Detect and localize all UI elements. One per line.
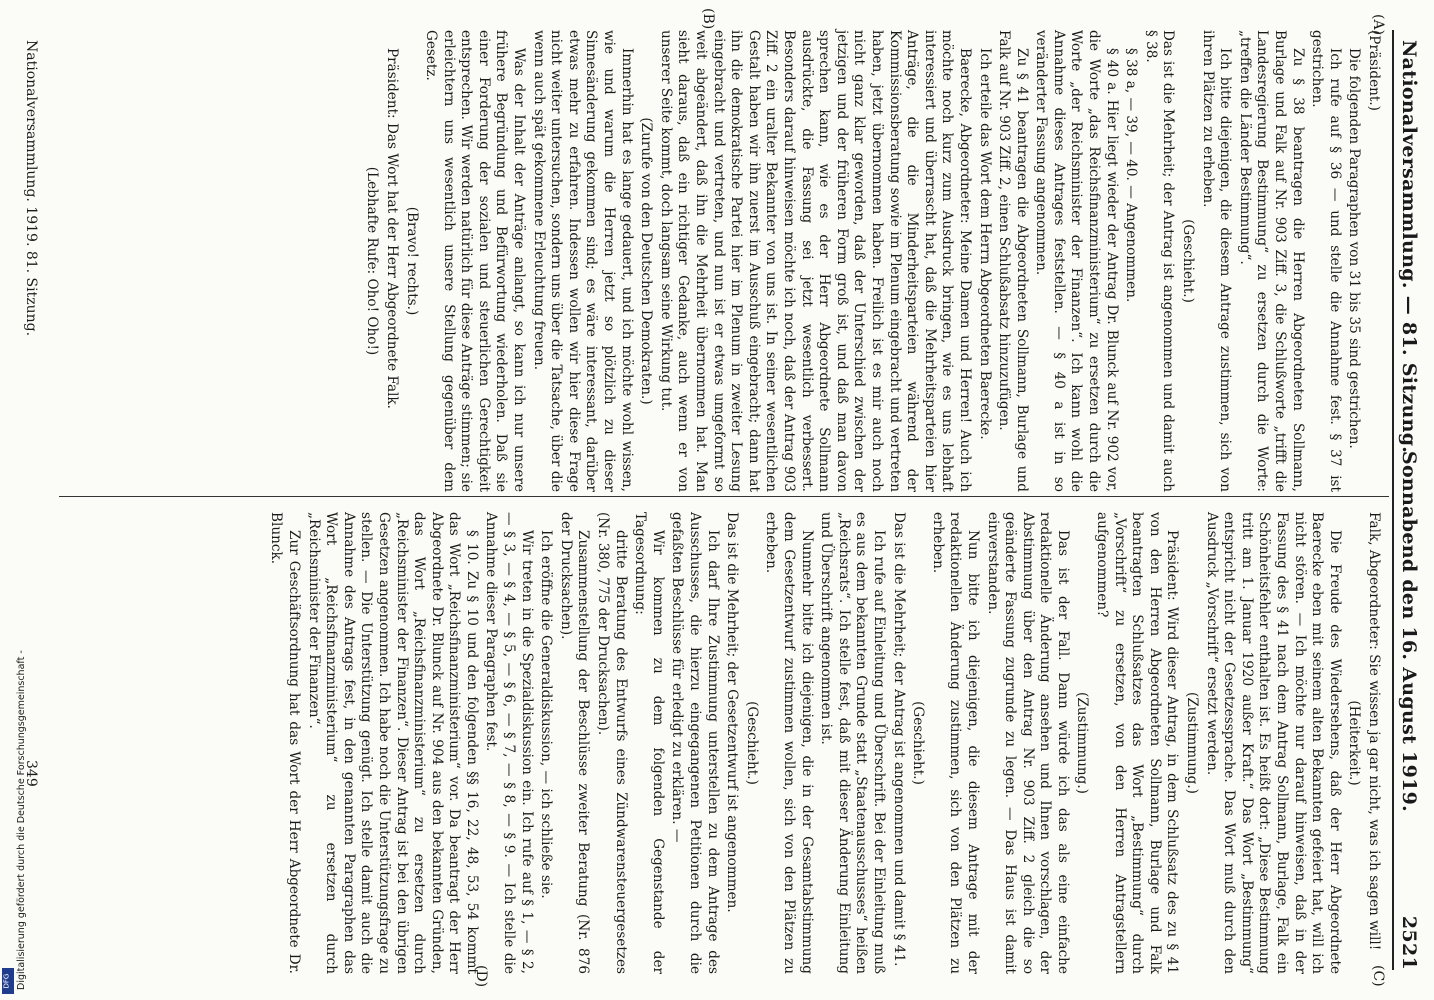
left-column-paragraph: Baerecke, Abgeordneter: Meine Damen und Herren! Auch ich möchte noch kurz zum Ausdruck bringen, wie es uns lebhaft interessiert und überrascht hat, daß die Mehrheitsparteien hier Anträge, die die Minderheitsparteien während der Kommissionsberatung sowie im Plenum eingebracht und vertreten haben, jetzt übernommen haben. Freilich ist es mir auch noch nicht ganz klar geworden, daß der Unterschied zwischen der jetzigen und der früheren Form groß ist, und daß man davon sprechen kann, wie es der Herr Abgeordnete Sollmann ausdrückte, die Fassung sei jetzt wesentlich verbessert. Besonders darauf hinweisen möchte ich noch, daß der Antrag 903 Ziff. 2 ein uralter Bekannter von uns ist. In seiner wesentlichen Gestalt haben wir ihn zuerst im Ausschuß eingebracht; dann hat ihn die demokratische Partei hier im Plenum in zweiter Lesung eingebracht und vertreten, und nun ist er etwas umgeformt so weit abgeändert, daß ihn die Mehrheit übernommen hat. Man sieht daraus, daß ein richtiger Gedanke, auch wenn er von unserer Seite kommt, doch langsam seine Wirkung tut.	[657, 30, 973, 492]
left-column-paragraph: Zu § 41 beantragen die Abgeordneten Sollmann, Burlage und Falk auf Nr. 903 Ziff. 2, einen Schlußabsatz hinzuzufügen.	[996, 30, 1030, 492]
left-column-paragraph: Präsident: Das Wort hat der Herr Abgeordnete Falk.	[383, 48, 400, 409]
right-column-paragraph: dritte Beratung des Entwurfs eines Zündwarensteuergesetzes (Nr. 380, 775 der Drucksachen).	[595, 512, 629, 974]
margin-mark-b: (B)	[700, 8, 716, 30]
right-column-paragraph: Das ist der Fall. Dann würde ich das als eine einfache redaktionelle Änderung ansehen und Ihnen vorschlagen, der Abstimmung über den Antrag Nr. 903 Ziff. 2 gleich die so geänderte Fassung zugrunde zu legen. — Das Haus ist damit einverstanden.	[984, 512, 1071, 974]
right-column-paragraph: Falk, Abgeordneter: Sie wissen ja gar nicht, was ich sagen will!	[1366, 512, 1382, 951]
left-column-paragraph: (Lebhafte Rufe: Oho! Oho!)	[364, 166, 381, 356]
left-column-paragraph: (Bravo! rechts.)	[403, 206, 420, 316]
right-column-paragraph: (Heiterkeit.)	[1346, 700, 1363, 786]
header-rule	[1392, 30, 1394, 970]
right-column-paragraph: (Geschieht.)	[743, 701, 760, 785]
right-column-paragraph: Zur Geschäftsordnung hat das Wort der Herr Abgeordnete Dr. Blunck.	[268, 512, 302, 974]
header-right-group	[1398, 451, 1420, 970]
left-column-paragraph: Zu § 38 beantragen die Herren Abgeordneten Sollmann, Burlage und Falk auf Nr. 903 Ziff. 3, die Schlußworte „trifft die Landesregierung Bestimmung“ zu ersetzen durch die Worte: „treffen die Länder Bestimmung“.	[1236, 30, 1306, 492]
margin-mark-c: (C)	[1370, 965, 1386, 987]
header-date: Sonnabend den 16. August 1919.	[1398, 450, 1420, 813]
right-column-paragraph: Ich darf Ihre Zustimmung unterstellen zu dem Antrage des Ausschusses, die hierzu eingegangenen Petitionen durch die gefaßten Beschlüsse für erledigt zu erklären. —	[669, 512, 721, 974]
right-column-paragraph: Die Freude des Wiedersehens, daß der Herr Abgeordnete Baerecke eben mit seinem alten Bekannten gefeiert hat, will ich nicht stören. — Ich möchte nur darauf hinweisen, daß in der Fassung des § 41 nach dem Antrag Sollmann, Burlage, Falk ein Schönheitsfehler enthalten ist. Es heißt dort: „Diese Bestimmung tritt am 1. Januar 1920 außer Kraft.“ Das Wort „Bestimmung“ entspricht nicht der Gesetzessprache. Das Wort muß durch den Ausdruck „Vorschrift“ ersetzt werden.	[1203, 512, 1343, 974]
right-column-paragraph: Das ist die Mehrheit; der Antrag ist angenommen und damit § 41.	[890, 512, 907, 967]
digitization-credit-text: Digitalisierung gefördert durch die Deutsche Forschungsgemeinschaft -	[16, 650, 27, 990]
right-column-paragraph: (Geschieht.)	[910, 701, 927, 785]
running-header	[1390, 40, 1426, 970]
right-column-paragraph: § 10. Zu § 10 und den folgenden §§ 16, 22, 48, 53, 54 kommt das Wort „Reichsfinanzministerium“ vor. Da beantragt der Herr Abgeordnete Dr. Blunck auf Nr. 904 aus den bekannten Gründen, das Wort „Reichsfinanzministerium“ zu ersetzen durch „Reichsminister der Finanzen“. Dieser Antrag ist bei den übrigen Gesetzen angenommen. Ich habe noch die Unterstützungsfrage zu stellen. — Die Unterstützung genügt. Ich stelle damit auch die Annahme des Antrags fest, in den genannten Paragraphen das Wort „Reichsfinanzministerium“ zu ersetzen durch „Reichsminister der Finanzen“.	[305, 512, 480, 974]
right-column-paragraph: Nunmehr bitte ich diejenigen, die in der Gesamtabstimmung dem Gesetzentwurf zustimmen wollen, sich von den Plätzen zu erheben.	[763, 512, 815, 974]
margin-mark-a: (A)	[1370, 14, 1386, 36]
left-column-paragraph: Das ist die Mehrheit; der Antrag ist angenommen und damit auch § 38.	[1142, 30, 1177, 492]
margin-mark-d: (D)	[473, 965, 489, 988]
right-column-paragraph: Wir kommen zu dem folgenden Gegenstande der Tagesordnung:	[632, 512, 666, 974]
right-column-paragraph: Präsident: Wird dieser Antrag, in dem Schlußsatz des zu § 41 von den Herren Abgeordneten Sollmann, Burlage und Falk beantragten Schlußsatzes das Wort „Bestimmung“ durch „Vorschrift“ zu ersetzen, von den Herren Antragstellern aufgenommen?	[1094, 512, 1181, 974]
right-column-paragraph: Ich eröffne die Generaldiskussion, — ich schließe sie.	[538, 530, 555, 899]
right-column-paragraph: Ich rufe auf Einleitung und Überschrift. Bei der Einleitung muß es aus dem bekannten Grunde statt „Staatenausschusses“ heißen „Reichsrats“. Ich stelle fest, daß mit dieser Änderung Einleitung und Überschrift angenommen ist.	[818, 512, 887, 974]
left-column-paragraph: § 40 a. Hier liegt wieder der Antrag Dr. Blunck auf Nr. 902 vor, die Worte „das Reichsfinanzministerium“ zu ersetzen durch die Worte „der Reichsminister der Finanzen“. Ich kann wohl die Annahme dieses Antrages feststellen. — § 40 a ist in so veränderter Fassung angenommen.	[1033, 30, 1120, 492]
right-column-paragraph: (Zustimmung.)	[1074, 692, 1091, 794]
footer-imprint: Nationalversammlung. 1919. 81. Sitzung.	[23, 40, 39, 337]
digitization-credit	[2, 520, 27, 990]
left-column-paragraph: Ich erteile das Wort dem Herrn Abgeordneten Baerecke.	[976, 48, 993, 440]
left-column-paragraph: (Zurufe von den Deutschen Demokraten.)	[638, 117, 655, 405]
right-column-paragraph: Wir treten in die Spezialdiskussion ein. Ich rufe auf § 1, — § 2, — § 3, — § 4, — § 5, — § 6, — § 7, — § 8, — § 9. — Ich stelle die Annahme dieser Paragraphen fest.	[483, 512, 535, 974]
left-column-paragraph: Ich rufe auf § 36 — und stelle die Annahme fest. § 37 ist gestrichen.	[1309, 30, 1343, 492]
header-page-number: 2521	[1398, 915, 1420, 970]
left-column-paragraph: Ich bitte diejenigen, die diesem Antrage zustimmen, sich von ihren Plätzen zu erheben.	[1199, 30, 1234, 492]
right-column-paragraph: Zusammenstellung der Beschlüsse zweiter Beratung (Nr. 876 der Drucksachen).	[557, 512, 592, 974]
text-column-left	[361, 30, 1382, 492]
right-column-paragraph: Das ist die Mehrheit; der Gesetzentwurf ist angenommen.	[724, 512, 741, 913]
dfg-logo	[2, 968, 14, 994]
header-left: Nationalversammlung. — 81. Sitzung.	[1398, 40, 1420, 454]
left-column-paragraph: Immerhin hat es lange gedauert, und ich möchte wohl wissen, wie und warum die Herren jetzt so plötzlich zu dieser Sinnesänderung gekommen sind; es wäre interessant, darüber etwas mehr zu erfahren. Indessen wollen wir hier diese Frage nicht weiter untersuchen, sondern uns über die Tatsache, über die wenn auch spät gekommene Erleuchtung freuen.	[530, 30, 635, 492]
footer-page-number: 349	[23, 760, 39, 787]
left-column-paragraph: Was der Inhalt der Anträge anlangt, so kann ich nur unsere frühere Begründung und Befürwortung wiederholen. Daß sie einer Forderung der sozialen und steuerlichen Gerechtigkeit entsprechen. Wir werden natürlich für diese Anträge stimmen; sie erleichtern uns wesentlich unsere Stellung gegenüber dem Gesetz.	[423, 30, 528, 492]
left-column-paragraph: § 38 a, — 39, — 40. — Angenommen.	[1123, 48, 1140, 303]
dfg-logo-text: DFG	[2, 973, 11, 989]
right-column-paragraph: (Zustimmung.)	[1184, 692, 1201, 794]
column-divider	[59, 496, 1389, 497]
text-column-right	[265, 512, 1382, 974]
left-column-paragraph: (Präsident.)	[1366, 30, 1382, 111]
right-column-paragraph: Nun bitte ich diejenigen, die diesem Antrage mit der redaktionellen Änderung zustimmen, sich von den Plätzen zu erheben.	[929, 512, 981, 974]
left-column-paragraph: (Geschieht.)	[1180, 219, 1197, 303]
left-column-paragraph: Die folgenden Paragraphen von 31 bis 35 sind gestrichen.	[1346, 48, 1363, 449]
